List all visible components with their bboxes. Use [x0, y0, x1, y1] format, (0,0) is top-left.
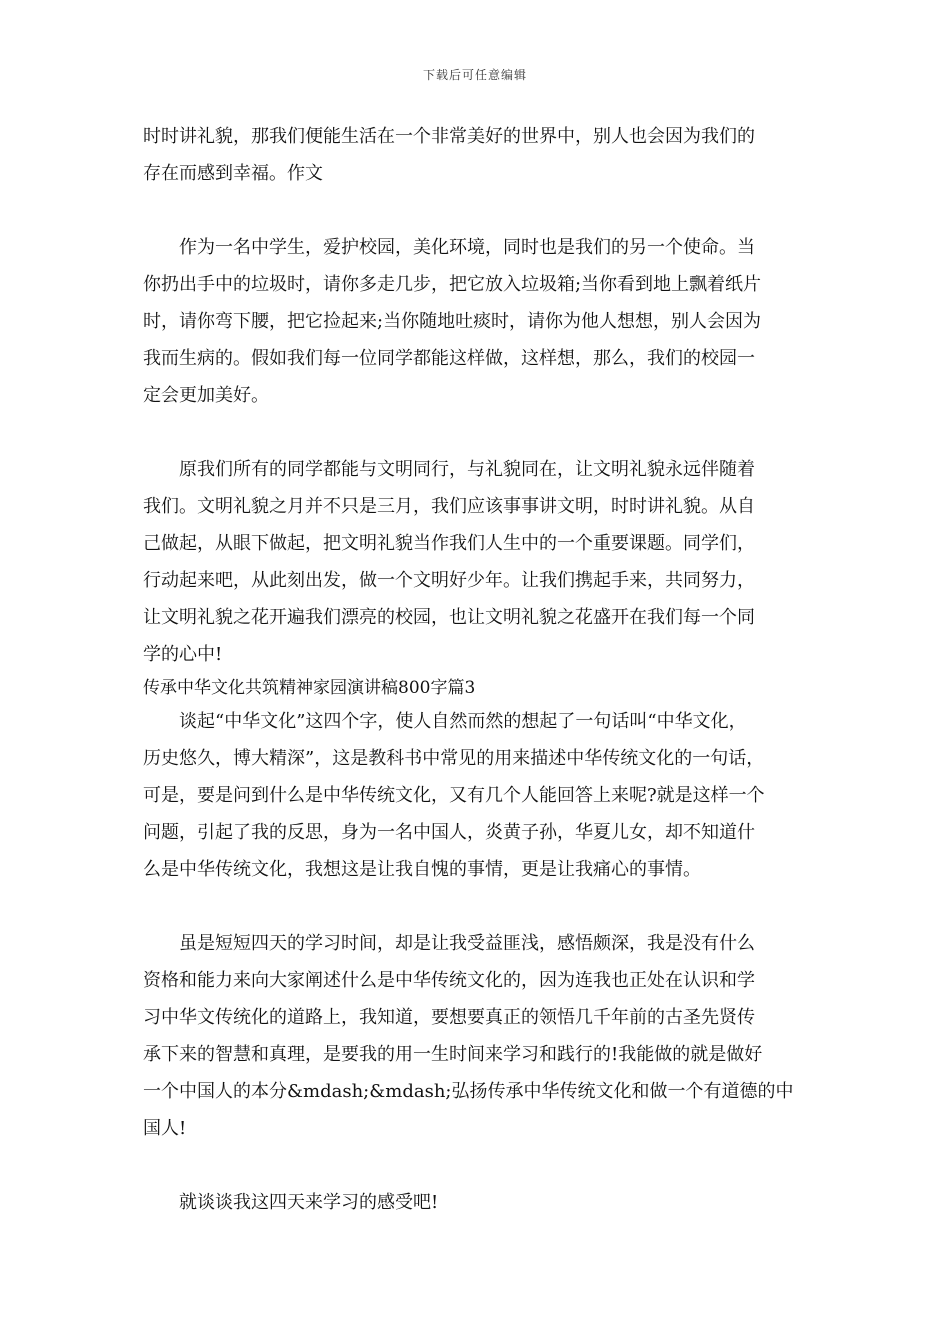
paragraph — [143, 1184, 811, 1221]
text-line: 谈起“中华文化”这四个字，使人自然而然的想起了一句话叫“中华文化， — [179, 711, 747, 732]
text-line: 学的心中! — [143, 644, 223, 665]
document-body — [143, 118, 811, 1221]
paragraph — [143, 451, 811, 673]
text-line: 作为一名中学生，爱护校园，美化环境，同时也是我们的另一个使命。当 — [179, 237, 755, 258]
text-line: 资格和能力来向大家阐述什么是中华传统文化的，因为连我也正处在认识和学 — [143, 970, 755, 991]
text-line: 历史悠久，博大精深”，这是教科书中常见的用来描述中华传统文化的一句话， — [143, 748, 765, 769]
text-line: 习中华文传统化的道路上，我知道，要想要真正的领悟几千年前的古圣先贤传 — [143, 1007, 755, 1028]
text-line: 国人! — [143, 1118, 187, 1139]
text-line: 问题，引起了我的反思，身为一名中国人，炎黄子孙，华夏儿女，却不知道什 — [143, 822, 755, 843]
text-line: 己做起，从眼下做起，把文明礼貌当作我们人生中的一个重要课题。同学们， — [143, 533, 755, 554]
text-line: 么是中华传统文化，我想这是让我自愧的事情，更是让我痛心的事情。 — [143, 859, 701, 880]
text-line: 我而生病的。假如我们每一位同学都能这样做，这样想，那么，我们的校园一 — [143, 348, 755, 369]
paragraph — [143, 703, 811, 888]
text-line: 时时讲礼貌，那我们便能生活在一个非常美好的世界中，别人也会因为我们的 — [143, 126, 755, 147]
text-line: 定会更加美好。 — [143, 385, 269, 406]
text-line: 一个中国人的本分&mdash;&mdash;弘扬传承中华传统文化和做一个有道德的中 — [143, 1081, 794, 1102]
section-title: 传承中华文化共筑精神家园演讲稿800字篇3 — [143, 678, 476, 698]
text-line: 虽是短短四天的学习时间，却是让我受益匪浅，感悟颇深，我是没有什么 — [179, 933, 755, 954]
text-line: 时，请你弯下腰，把它捡起来;当你随地吐痰时，请你为他人想想，别人会因为 — [143, 311, 762, 332]
text-line: 我们。文明礼貌之月并不只是三月，我们应该事事讲文明，时时讲礼貌。从自 — [143, 496, 755, 517]
text-line: 行动起来吧，从此刻出发，做一个文明好少年。让我们携起手来，共同努力， — [143, 570, 755, 591]
page-header: 下载后可任意编辑 — [422, 68, 527, 82]
paragraph — [143, 925, 811, 1147]
text-line: 让文明礼貌之花开遍我们漂亮的校园，也让文明礼貌之花盛开在我们每一个同 — [143, 607, 755, 628]
text-line: 就谈谈我这四天来学习的感受吧! — [179, 1192, 439, 1213]
text-line: 可是，要是问到什么是中华传统文化，又有几个人能回答上来呢?就是这样一个 — [143, 785, 765, 806]
text-line: 原我们所有的同学都能与文明同行，与礼貌同在，让文明礼貌永远伴随着 — [179, 459, 755, 480]
text-line: 你扔出手中的垃圾时，请你多走几步，把它放入垃圾箱;当你看到地上飘着纸片 — [143, 274, 762, 295]
paragraph — [143, 229, 811, 414]
text-line: 承下来的智慧和真理，是要我的用一生时间来学习和践行的!我能做的就是做好 — [143, 1044, 763, 1065]
text-line: 存在而感到幸福。作文 — [143, 163, 323, 184]
paragraph — [143, 118, 811, 192]
